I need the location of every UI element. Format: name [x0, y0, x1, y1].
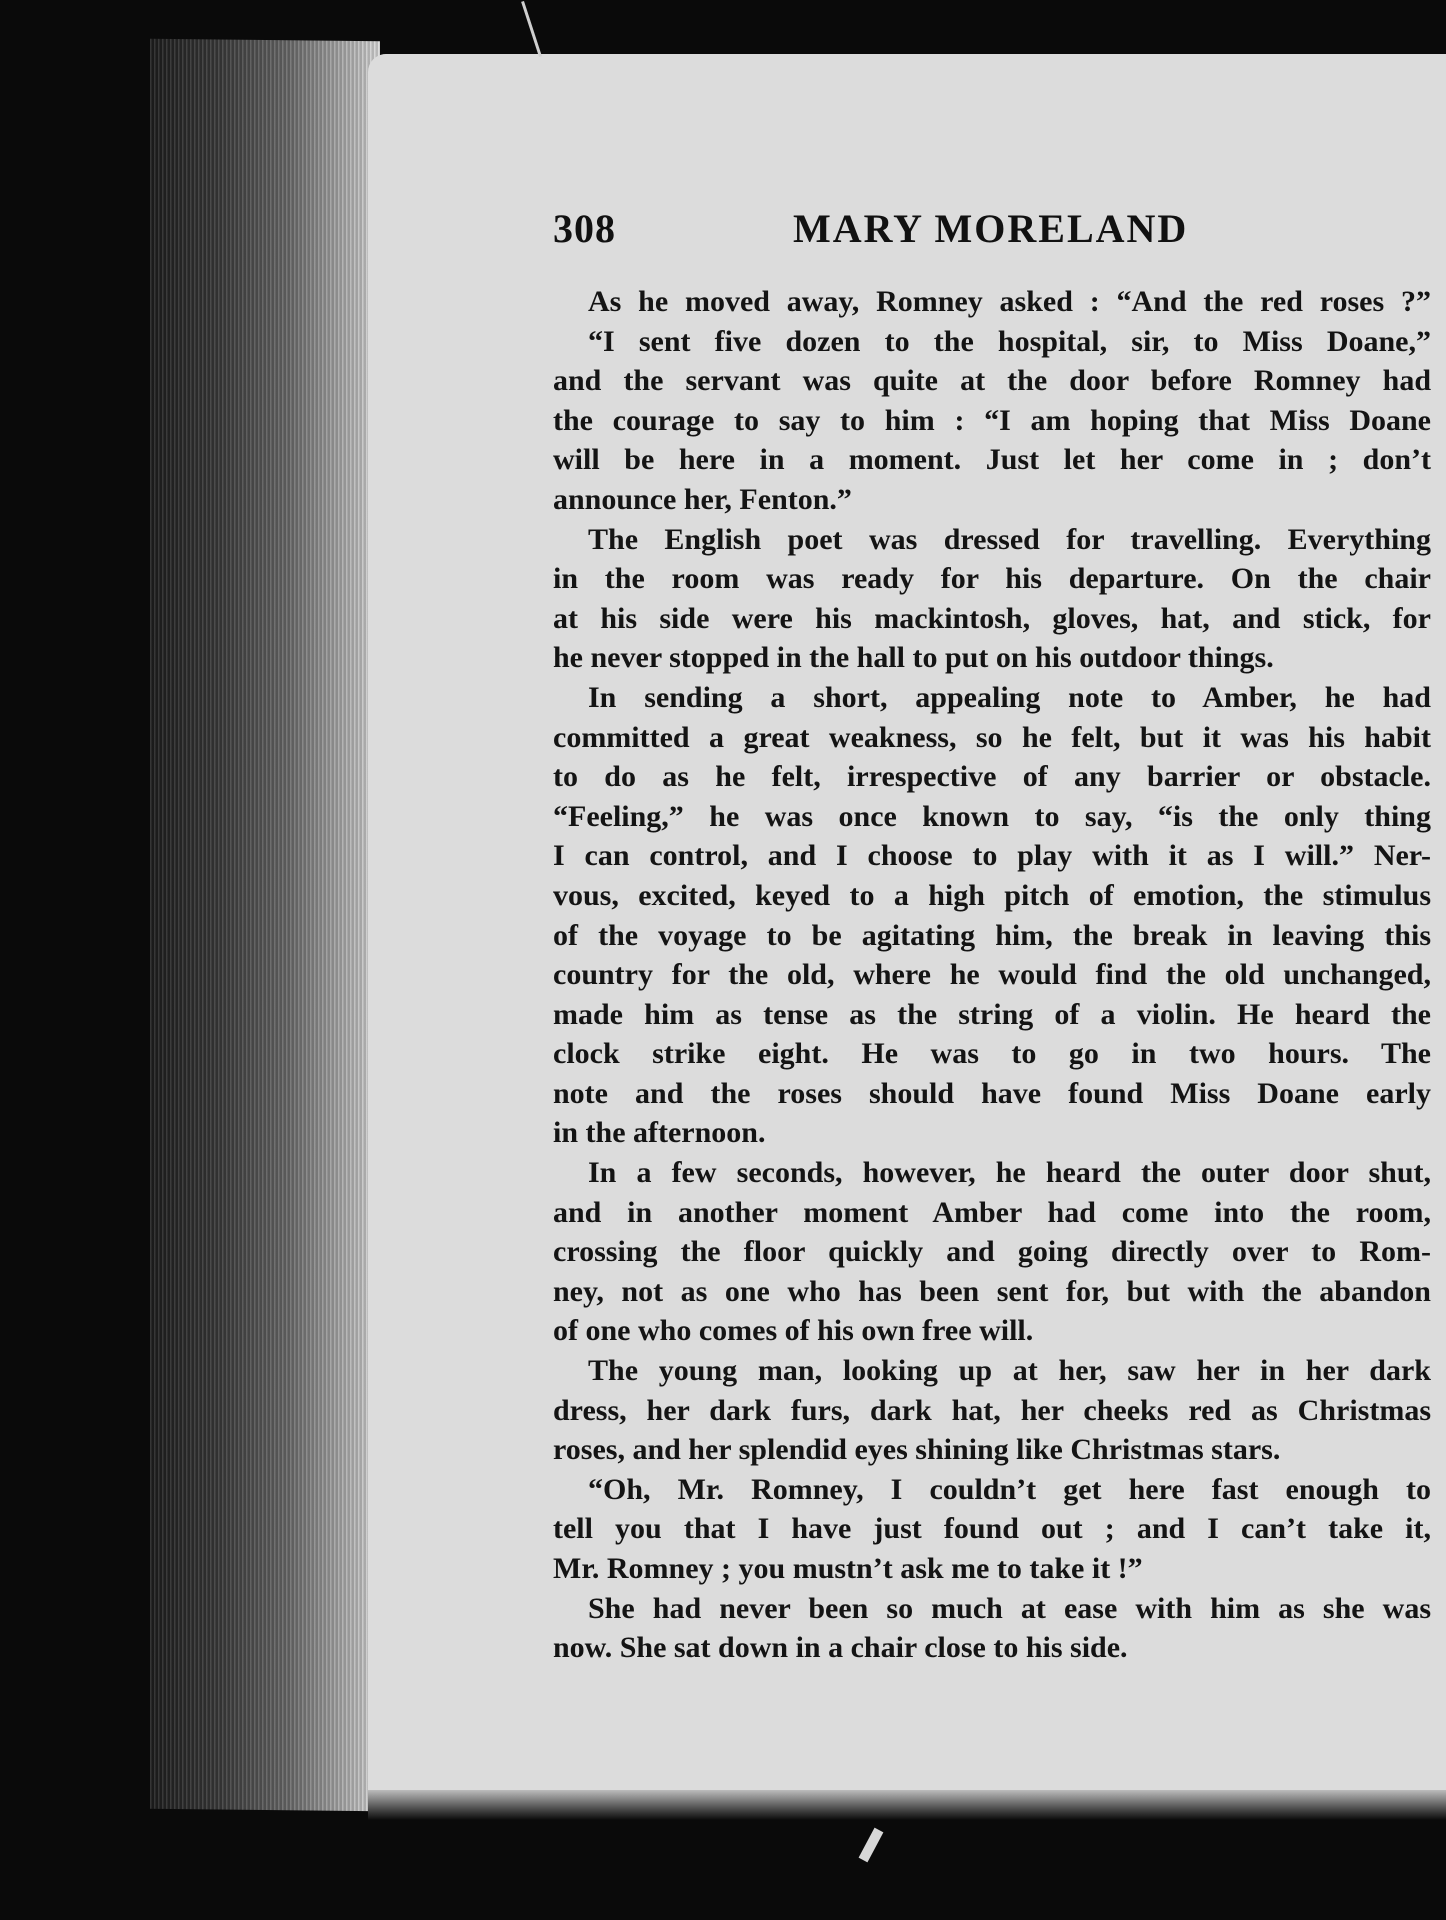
text-line: of one who comes of his own free will.	[553, 1314, 1034, 1348]
text-line: Mr. Romney ; you mustn’t ask me to take it !”	[553, 1552, 1143, 1585]
text-line: The English poet was dressed for travelling. Everything	[588, 522, 1431, 556]
text-line: country for the old, where he would find the old unchanged,	[553, 958, 1431, 992]
text-line: and the servant was quite at the door before Romney had	[553, 364, 1431, 398]
text-line: crossing the floor quickly and going directly over to Rom-	[553, 1235, 1431, 1269]
running-title: MARY MORELAND	[793, 206, 1189, 251]
text-line: committed a great weakness, so he felt, but it was his habit	[553, 720, 1431, 754]
text-line: tell you that I have just found out ; and I can’t take it,	[553, 1512, 1431, 1546]
text-line: announce her, Fenton.”	[553, 482, 852, 516]
text-line: In a few seconds, however, he heard the outer door shut,	[588, 1156, 1431, 1190]
text-line: the courage to say to him : “I am hoping that Miss Doane	[553, 403, 1431, 437]
text-line: he never stopped in the hall to put on his outdoor things.	[553, 641, 1274, 675]
text-line: dress, her dark furs, dark hat, her cheeks red as Christmas	[553, 1393, 1431, 1427]
text-line: “Feeling,” he was once known to say, “is the only thing	[553, 799, 1431, 833]
running-head	[553, 205, 1433, 261]
book-page-edges	[150, 39, 380, 1811]
text-line: now. She sat down in a chair close to his side.	[553, 1631, 1128, 1665]
text-line: to do as he felt, irrespective of any barrier or obstacle.	[553, 760, 1431, 794]
text-line: In sending a short, appealing note to Amber, he had	[588, 680, 1431, 714]
page-corner-curl	[521, 1, 542, 57]
text-line: at his side were his mackintosh, gloves, hat, and stick, for	[553, 601, 1431, 635]
text-line: “I sent five dozen to the hospital, sir, to Miss Doane,”	[588, 324, 1431, 358]
text-line: clock strike eight. He was to go in two hours. The	[553, 1037, 1431, 1071]
text-line: of the voyage to be agitating him, the break in leaving this	[553, 918, 1431, 952]
text-line: She had never been so much at ease with him as she was	[588, 1591, 1431, 1625]
body-text	[553, 282, 1431, 1668]
text-line: ney, not as one who has been sent for, but with the abandon	[553, 1274, 1431, 1308]
bottom-mark	[859, 1828, 884, 1863]
text-line: The young man, looking up at her, saw her in her dark	[588, 1354, 1431, 1388]
page-bottom-shadow	[368, 1790, 1446, 1820]
text-line: and in another moment Amber had come into the room,	[553, 1195, 1431, 1229]
text-line: in the room was ready for his departure. On the chair	[553, 562, 1431, 596]
text-line: roses, and her splendid eyes shining like Christmas stars.	[553, 1433, 1281, 1467]
page-number: 308	[553, 206, 616, 251]
text-line: I can control, and I choose to play with it as I will.” Ner-	[553, 839, 1431, 873]
text-line: As he moved away, Romney asked : “And the red roses ?”	[588, 285, 1431, 318]
text-line: “Oh, Mr. Romney, I couldn’t get here fast enough to	[588, 1472, 1431, 1506]
text-line: note and the roses should have found Miss Doane early	[553, 1076, 1431, 1110]
text-line: in the afternoon.	[553, 1116, 766, 1150]
text-line: vous, excited, keyed to a high pitch of emotion, the stimulus	[553, 878, 1431, 912]
text-line: will be here in a moment. Just let her come in ; don’t	[553, 443, 1431, 477]
text-line: made him as tense as the string of a violin. He heard the	[553, 997, 1431, 1031]
